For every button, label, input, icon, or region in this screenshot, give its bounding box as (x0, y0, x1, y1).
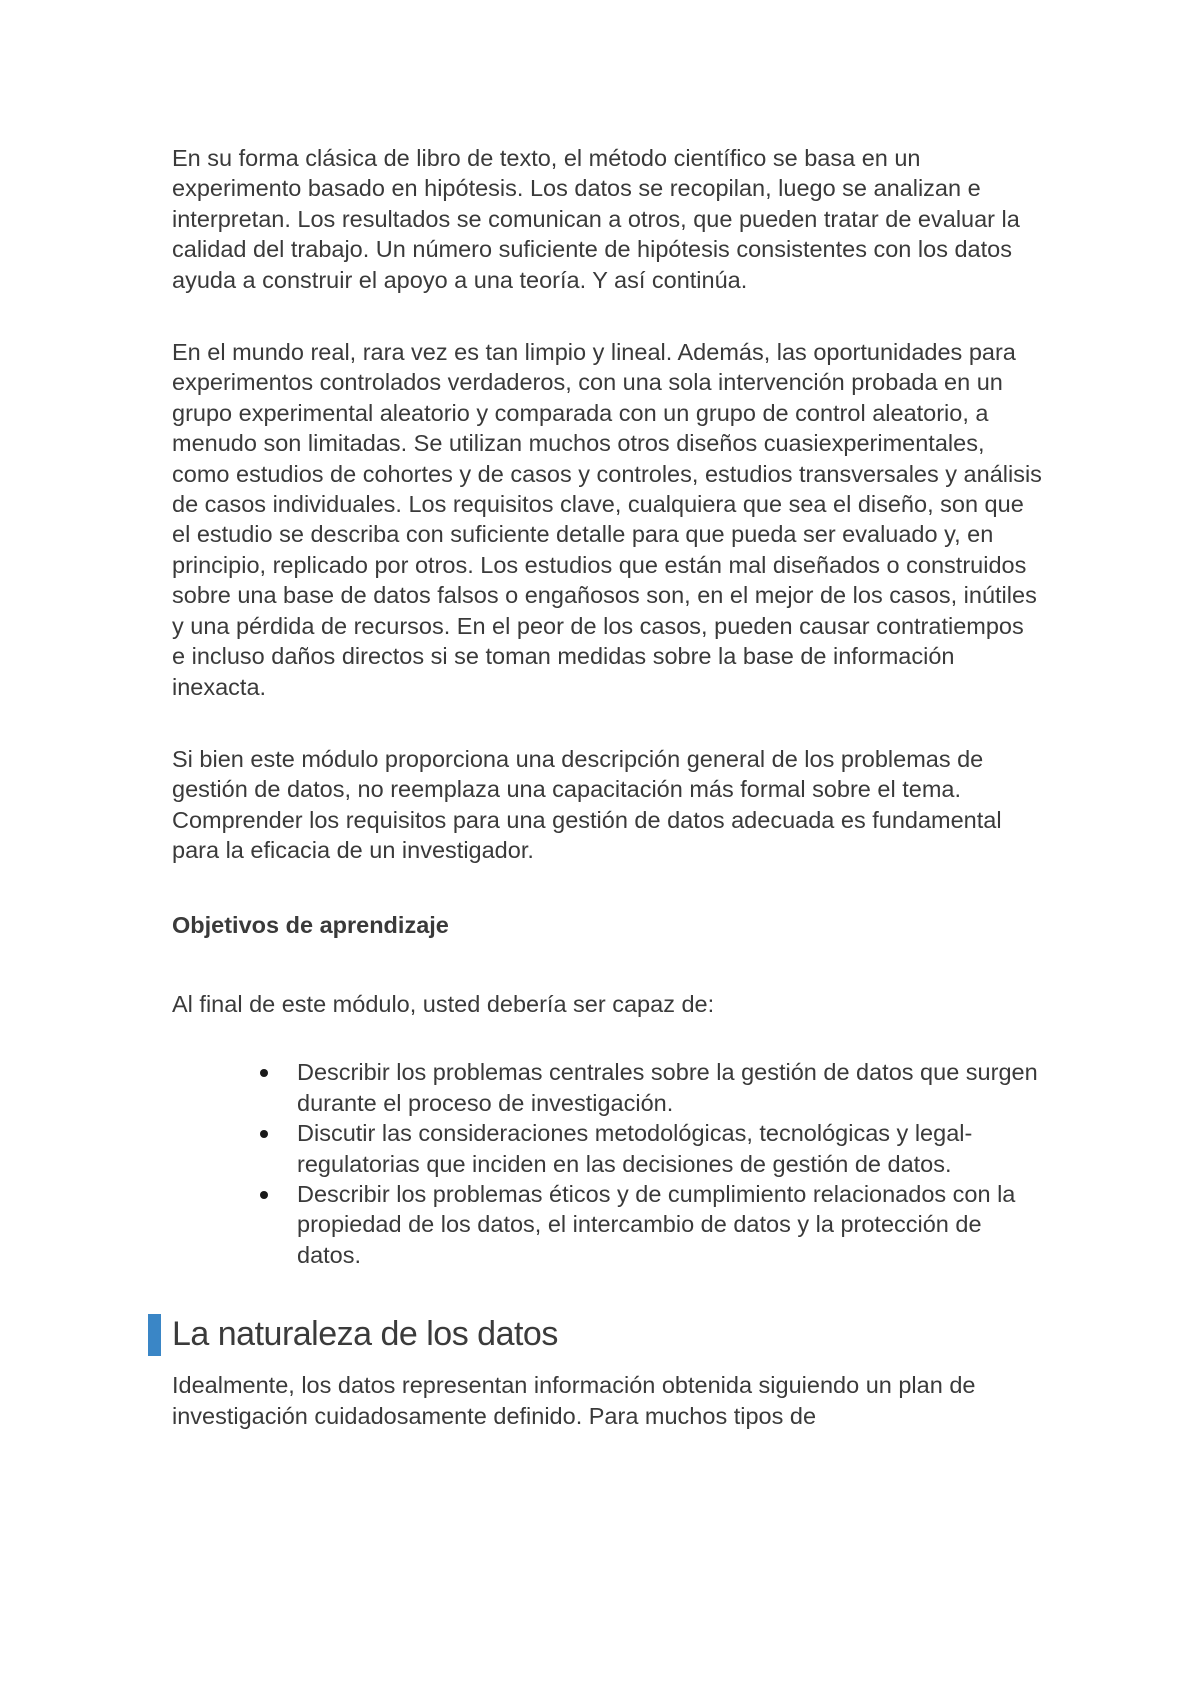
objective-item-text: Describir los problemas centrales sobre la gestión de datos que surgen durante el proceso de investigación. (297, 1059, 1038, 1116)
section-heading: La naturaleza de los datos (172, 1315, 558, 1354)
body-paragraph-module-overview: Si bien este módulo proporciona una descripción general de los problemas de gestión de datos, no reemplaza una capacitación más formal sobre el tema. Comprender los requisitos para una gestión de datos adecuada es fundamental para la eficacia de un investigador. (172, 745, 1002, 864)
section-heading-block (172, 1310, 1042, 1358)
objective-item-text: Discutir las consideraciones metodológicas, tecnológicas y legal-regulatorias que inciden en las decisiones de gestión de datos. (297, 1120, 973, 1177)
section-accent-bar (148, 1314, 161, 1356)
objective-item (297, 1118, 1042, 1179)
objectives-intro: Al final de este módulo, usted debería ser capaz de: (172, 990, 715, 1017)
document-body (172, 143, 1042, 1431)
objectives-list (172, 1057, 1042, 1270)
body-paragraph-scientific-method: En su forma clásica de libro de texto, el método científico se basa en un experimento basado en hipótesis. Los datos se recopilan, luego se analizan e interpretan. Los resultados se comunican a otros, que pueden tratar de evaluar la calidad del trabajo. Un número suficiente de hipótesis consistentes con los datos ayuda a construir el apoyo a una teoría. Y así continúa. (172, 145, 1020, 293)
objective-item-text: Describir los problemas éticos y de cumplimiento relacionados con la propiedad de los datos, el intercambio de datos y la protección de datos. (297, 1180, 1016, 1268)
objective-item (297, 1057, 1042, 1118)
objective-item (297, 1179, 1042, 1270)
objectives-heading: Objetivos de aprendizaje (172, 911, 449, 938)
body-paragraph-real-world: En el mundo real, rara vez es tan limpio y lineal. Además, las oportunidades para experimentos controlados verdaderos, con una sola intervención probada en un grupo experimental aleatorio y comparada con un grupo de control aleatorio, a menudo son limitadas. Se utilizan muchos otros diseños cuasiexperimentales, como estudios de cohortes y de casos y controles, estudios transversales y análisis de casos individuales. Los requisitos clave, cualquiera que sea el diseño, son que el estudio se describa con suficiente detalle para que pueda ser evaluado y, en principio, replicado por otros. Los estudios que están mal diseñados o construidos sobre una base de datos falsos o engañosos son, en el mejor de los casos, inútiles y una pérdida de recursos. En el peor de los casos, pueden causar contratiempos e incluso daños directos si se toman medidas sobre la base de información inexacta. (172, 339, 1042, 700)
bullet-icon (260, 1191, 268, 1199)
bullet-icon (260, 1069, 268, 1077)
bullet-icon (260, 1130, 268, 1138)
section-paragraph: Idealmente, los datos representan información obtenida siguiendo un plan de investigación cuidadosamente definido. Para muchos tipos de (172, 1372, 976, 1429)
